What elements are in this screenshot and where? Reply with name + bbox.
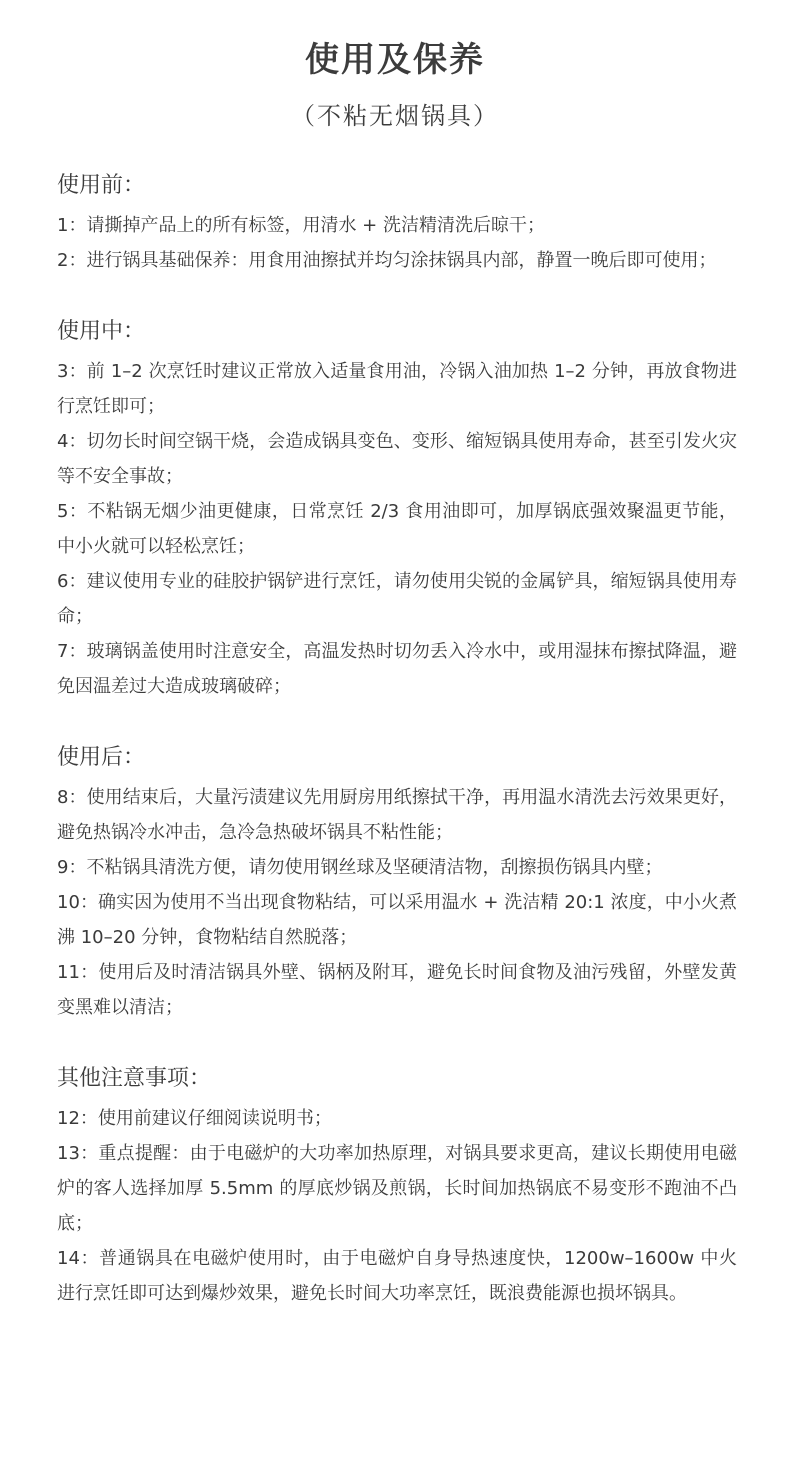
instruction-item: 7：玻璃锅盖使用时注意安全，高温发热时切勿丢入冷水中，或用湿抹布擦拭降温，避免因温差过大造成玻璃破碎；	[57, 641, 737, 697]
instruction-item: 14：普通锅具在电磁炉使用时，由于电磁炉自身导热速度快，1200w–1600w 中火进行烹饪即可达到爆炒效果，避免长时间大功率烹饪，既浪费能源也损坏锅具。	[57, 1248, 737, 1304]
section-after-use	[57, 738, 737, 1025]
section-heading: 使用前：	[57, 173, 146, 198]
instruction-item: 1：请撕掉产品上的所有标签，用清水 + 洗洁精清洗后晾干；	[57, 215, 545, 236]
instruction-item: 8：使用结束后，大量污渍建议先用厨房用纸擦拭干净，再用温水清洗去污效果更好，避免热锅冷水冲击，急冷急热破坏锅具不粘性能；	[57, 787, 737, 843]
page-title: 使用及保养	[305, 40, 485, 80]
page-subtitle: （不粘无烟锅具）	[291, 102, 499, 130]
instruction-item: 4：切勿长时间空锅干烧，会造成锅具变色、变形、缩短锅具使用寿命，甚至引发火灾等不安全事故；	[57, 431, 737, 487]
content	[57, 166, 737, 1345]
section-heading: 使用中：	[57, 319, 146, 344]
instruction-item: 6：建议使用专业的硅胶护锅铲进行烹饪，请勿使用尖锐的金属铲具，缩短锅具使用寿命；	[57, 571, 737, 627]
instruction-item: 3：前 1–2 次烹饪时建议正常放入适量食用油，冷锅入油加热 1–2 分钟，再放食物进行烹饪即可；	[57, 361, 737, 417]
section-other-notes	[57, 1059, 737, 1311]
instruction-item: 11：使用后及时清洁锅具外壁、锅柄及附耳，避免长时间食物及油污残留，外壁发黄变黑难以清洁；	[57, 962, 737, 1018]
section-during-use	[57, 312, 737, 704]
instruction-item: 13：重点提醒：由于电磁炉的大功率加热原理，对锅具要求更高，建议长期使用电磁炉的客人选择加厚 5.5mm 的厚底炒锅及煎锅，长时间加热锅底不易变形不跑油不凸底；	[57, 1143, 737, 1234]
instruction-item: 9：不粘锅具清洗方便，请勿使用钢丝球及坚硬清洁物，刮擦损伤锅具内壁；	[57, 857, 663, 878]
instruction-item: 5：不粘锅无烟少油更健康，日常烹饪 2/3 食用油即可，加厚锅底强效聚温更节能，中小火就可以轻松烹饪；	[57, 501, 737, 557]
section-before-use	[57, 166, 737, 278]
section-heading: 使用后：	[57, 745, 146, 770]
instruction-item: 12：使用前建议仔细阅读说明书；	[57, 1108, 332, 1129]
instruction-item: 2：进行锅具基础保养：用食用油擦拭并均匀涂抹锅具内部，静置一晚后即可使用；	[57, 250, 717, 271]
section-heading: 其他注意事项：	[57, 1066, 212, 1091]
instruction-item: 10：确实因为使用不当出现食物粘结，可以采用温水 + 洗洁精 20:1 浓度，中小火煮沸 10–20 分钟，食物粘结自然脱落；	[57, 892, 737, 948]
